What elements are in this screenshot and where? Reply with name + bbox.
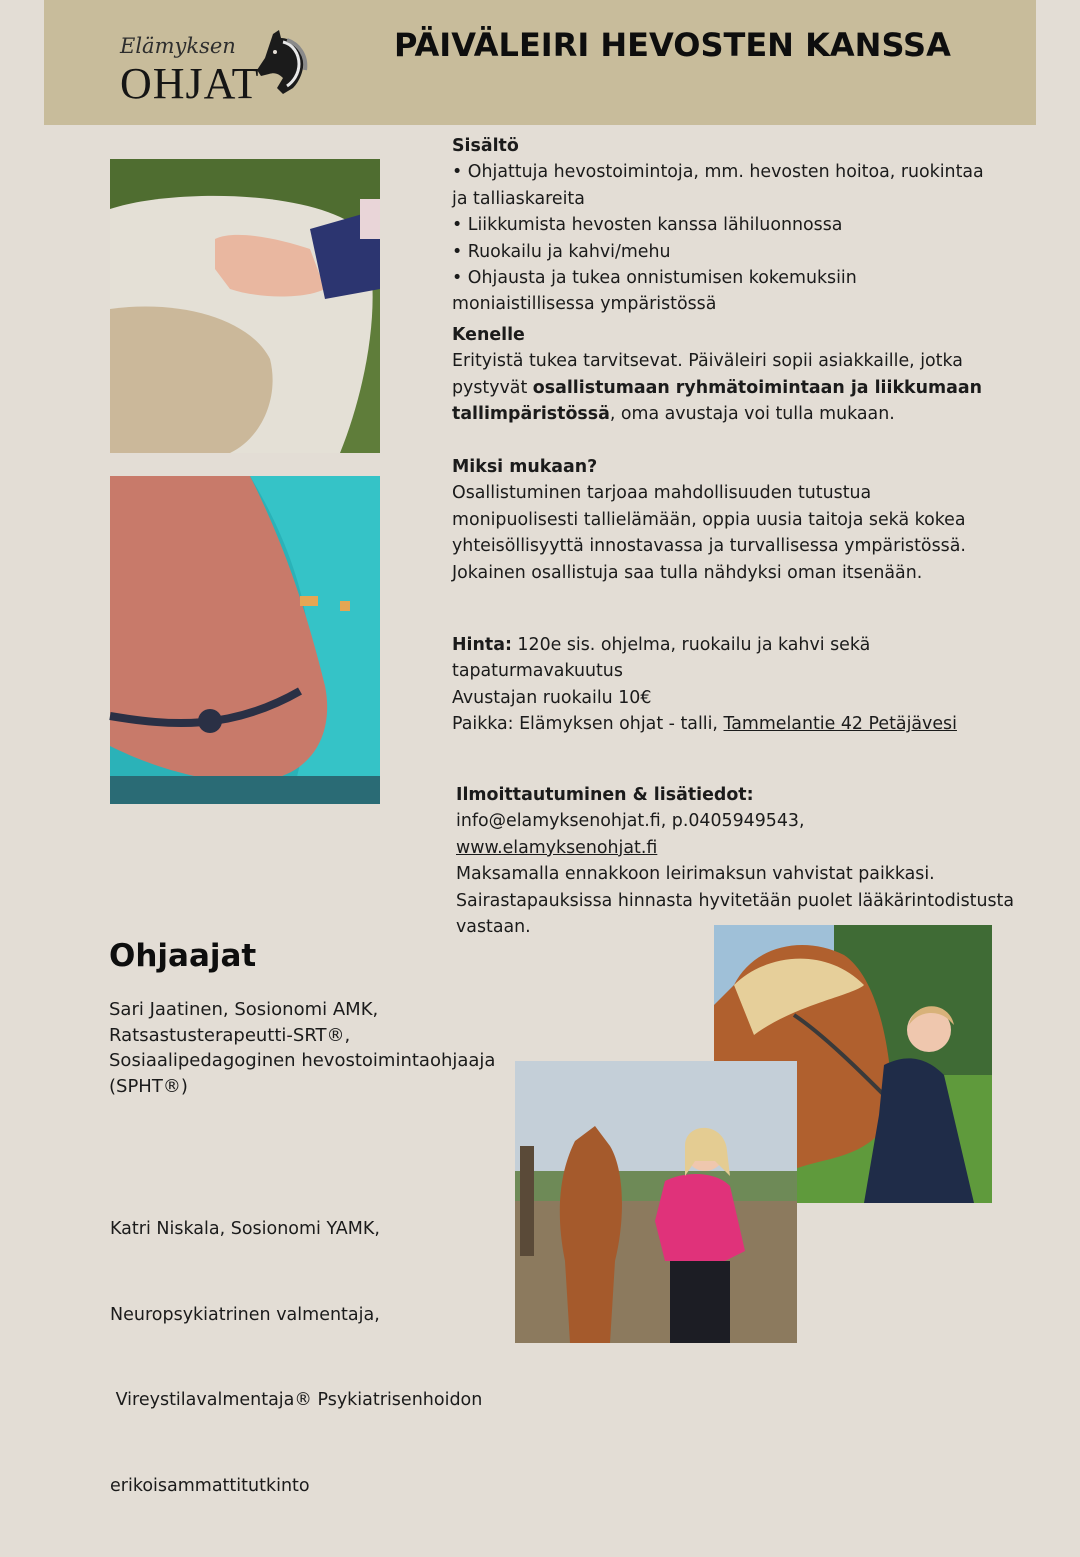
miksi-text: Osallistuminen tarjoaa mahdollisuuden tutustua monipuolisesti tallielämään, oppia uusia taitoja sekä kokea yhteisöllisyyttä innostavassa ja turvallisessa ympäristössä. Jokainen osallistuja saa tulla nähdyksi oman itsenään. (452, 483, 966, 583)
ilmoittautuminen-heading: Ilmoittautuminen & lisätiedot: (456, 785, 754, 805)
section-miksi (452, 454, 992, 586)
ohjaaja-line: Sosiaalipedagoginen hevostoimintaohjaaja (109, 1050, 496, 1071)
kenelle-bold-text: osallistumaan ryhmätoimintaan ja liikkumaan tallimpäristössä (452, 377, 982, 425)
sisalto-item: • Ohjattuja hevostoimintoja, mm. hevosten hoitoa, ruokintaa ja talliaskareita (452, 162, 984, 209)
photo-hand-on-horse (110, 159, 380, 453)
avustaja-text: Avustajan ruokailu 10€ (452, 687, 652, 708)
hinta-text: 120e sis. ohjelma, ruokailu ja kahvi sekä tapaturmavakuutus (452, 635, 871, 682)
ohjaaja-katri (110, 1158, 530, 1557)
ohjaaja-line: (SPHT®) (109, 1075, 188, 1097)
photo-horse-feeding (110, 476, 380, 804)
ohjaaja-line: erikoisammattitutkinto (110, 1475, 310, 1496)
ohjaaja-sari (109, 997, 579, 1099)
sisalto-item: • Ohjausta ja tukea onnistumisen kokemuksiin moniaistillisessa ympäristössä (452, 268, 857, 315)
sisalto-item: • Liikkumista hevosten kanssa lähiluonnossa (452, 215, 843, 236)
miksi-heading: Miksi mukaan? (452, 457, 598, 477)
section-hinta (452, 632, 992, 738)
logo-script-text: Elämyksen (120, 34, 236, 58)
ohjaajat-heading: Ohjaajat (109, 938, 257, 974)
ilmoittautuminen-text: Maksamalla ennakkoon leirimaksun vahvistat paikkasi. Sairastapauksissa hinnasta hyvitetään puolet lääkärintodistusta vastaan. (456, 864, 1015, 938)
hinta-label: Hinta: (452, 635, 512, 655)
logo[interactable] (120, 28, 310, 108)
section-sisalto (452, 133, 992, 318)
kenelle-heading: Kenelle (452, 325, 525, 345)
hand-on-horse-photo-icon (110, 159, 380, 453)
contact-text[interactable]: info@elamyksenohjat.fi, p.0405949543, (456, 811, 805, 832)
website-link[interactable]: www.elamyksenohjat.fi (456, 837, 658, 858)
circle-photo-woman-walking-horse (515, 1061, 797, 1343)
ohjaaja-line: Katri Niskala, Sosionomi YAMK, (110, 1219, 380, 1239)
kenelle-text: Erityistä tukea tarvitsevat. Päiväleiri sopii asiakkaille, jotka pystyvät (452, 351, 963, 398)
ohjaaja-line: Sari Jaatinen, Sosionomi AMK, (109, 999, 379, 1020)
woman-walking-horse-photo-icon (515, 1061, 797, 1343)
horse-feeding-photo-icon (110, 476, 380, 804)
section-kenelle (452, 322, 992, 428)
address-link[interactable]: Tammelantie 42 Petäjävesi (723, 714, 957, 735)
page-title: PÄIVÄLEIRI HEVOSTEN KANSSA (394, 26, 951, 64)
paikka-text: Paikka: Elämyksen ohjat - talli, (452, 714, 724, 735)
ohjaaja-line: Ratsastusterapeutti-SRT®, (109, 1024, 351, 1046)
logo-brand-text: OHJAT (120, 59, 260, 108)
sisalto-heading: Sisältö (452, 136, 519, 156)
sisalto-item: • Ruokailu ja kahvi/mehu (452, 241, 671, 262)
ohjaaja-line: Vireystilavalmentaja® Psykiatrisenhoidon (110, 1390, 483, 1410)
header-band (44, 0, 1036, 125)
ohjaaja-line: Neuropsykiatrinen valmentaja, (110, 1304, 380, 1325)
horse-head-logo-icon (253, 28, 311, 96)
section-ilmoittautuminen (456, 782, 1016, 940)
kenelle-text-end: , oma avustaja voi tulla mukaan. (609, 404, 895, 425)
